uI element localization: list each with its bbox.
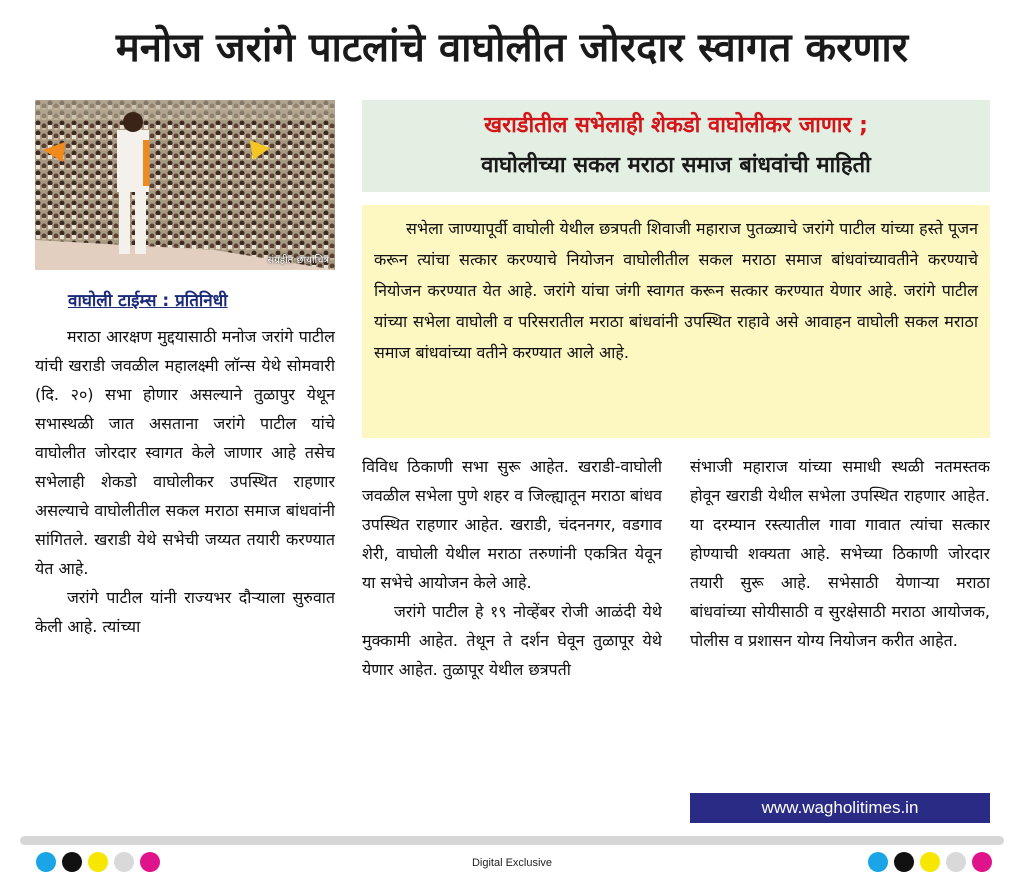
rally-photo-image xyxy=(35,100,335,270)
subheadline-box xyxy=(362,100,990,192)
footer-bar xyxy=(20,836,1004,845)
rally-photo xyxy=(35,100,335,270)
highlight-text: सभेला जाण्यापूर्वी वाघोली येथील छत्रपती शिवाजी महाराज पुतळ्याचे जरांगे पाटील यांच्या हस्ते पूजन करून त्यांचा सत्कार करण्याचे नियोजन वाघोलीतील सकल मराठा समाज बांधवांच्यावतीने करण्याचे नियोजन करण्यात येत आहे. जरांगे यांचा जंगी स्वागत करून सत्कार करण्यात येणार आहे. जरांगे पाटील यांच्या सभेला वाघोली व परिसरातील मराठा बांधवांनी उपस्थित राहावे असे आवाहन वाघोली सकल मराठा समाज बांधवांच्या वतीने करण्यात आले आहे. xyxy=(374,219,978,362)
article-column-3 xyxy=(690,452,990,792)
column2-paragraph-2: जरांगे पाटील हे १९ नोव्हेंबर रोजी आळंदी येथे मुक्कामी आहेत. तेथून ते दर्शन घेवून तुळापूर येथे येणार आहेत. तुळापूर येथील छत्रपती xyxy=(362,602,662,679)
column1-paragraph-2: जरांगे पाटील यांनी राज्यभर दौऱ्याला सुरुवात केली आहे. त्यांच्या xyxy=(35,588,335,636)
highlight-box xyxy=(362,205,990,438)
magenta-dot-icon xyxy=(972,852,992,872)
cyan-dot-icon xyxy=(868,852,888,872)
column2-paragraph-1: विविध ठिकाणी सभा सुरू आहेत. खराडी-वाघोली जवळील सभेला पुणे शहर व जिल्ह्यातून मराठा बांधव उपस्थित राहणार आहेत. खराडी, चंदननगर, वडगाव शेरी, वाघोली येथील मराठा तरुणांनी एकत्रित येवून या सभेचे आयोजन केले आहे. xyxy=(362,457,662,592)
byline: वाघोली टाईम्स : प्रतिनिधी xyxy=(68,291,228,311)
black-dot-icon xyxy=(894,852,914,872)
website-link[interactable]: www.wagholitimes.in xyxy=(690,793,990,823)
registration-dots-right xyxy=(868,852,992,872)
article-column-2 xyxy=(362,452,662,827)
article-column-1 xyxy=(35,322,335,822)
footer-label: Digital Exclusive xyxy=(471,857,553,869)
headline: मनोज जरांगे पाटलांचे वाघोलीत जोरदार स्वागत करणार xyxy=(115,25,909,71)
yellow-dot-icon xyxy=(920,852,940,872)
subheadline-line-1: खराडीतील सभेलाही शेकडो वाघोलीकर जाणार ; xyxy=(484,113,868,138)
subheadline-line-2: वाघोलीच्या सकल मराठा समाज बांधवांची माहिती xyxy=(481,153,871,178)
column1-paragraph-1: मराठा आरक्षण मुद्दयासाठी मनोज जरांगे पाटील यांची खराडी जवळील महालक्ष्मी लॉन्स येथे सोमवारी (दि. २०) सभा होणार असल्याने तुळापुर येथून सभास्थळी जात असताना जरांगे पाटील यांचे वाघोलीत जोरदार स्वागत केले जाणार आहे तसेच सभेलाही शेकडो वाघोलीकर उपस्थित राहणार असल्याचे वाघोलीतील सकल मराठा समाज बांधवांनी सांगितले. खराडी येथे सभेची जय्यत तयारी करण्यात येत आहे. xyxy=(35,327,335,578)
photo-caption: संग्रहीत छायाचित्र xyxy=(267,255,329,266)
grey-dot-icon xyxy=(946,852,966,872)
column3-paragraph-1: संभाजी महाराज यांच्या समाधी स्थळी नतमस्तक होवून खराडी येथील सभेला उपस्थित राहणार आहेत. या दरम्यान रस्त्यातील गावा गावात त्यांचा सत्कार होण्याची शक्यता आहे. सभेच्या ठिकाणी जोरदार तयारी सुरू आहे. सभेसाठी येणाऱ्या मराठा बांधवांच्या सोयीसाठी व सुरक्षेसाठी मराठा आयोजक, पोलीस व प्रशासन योग्य नियोजन करीत आहेत. xyxy=(690,457,990,650)
